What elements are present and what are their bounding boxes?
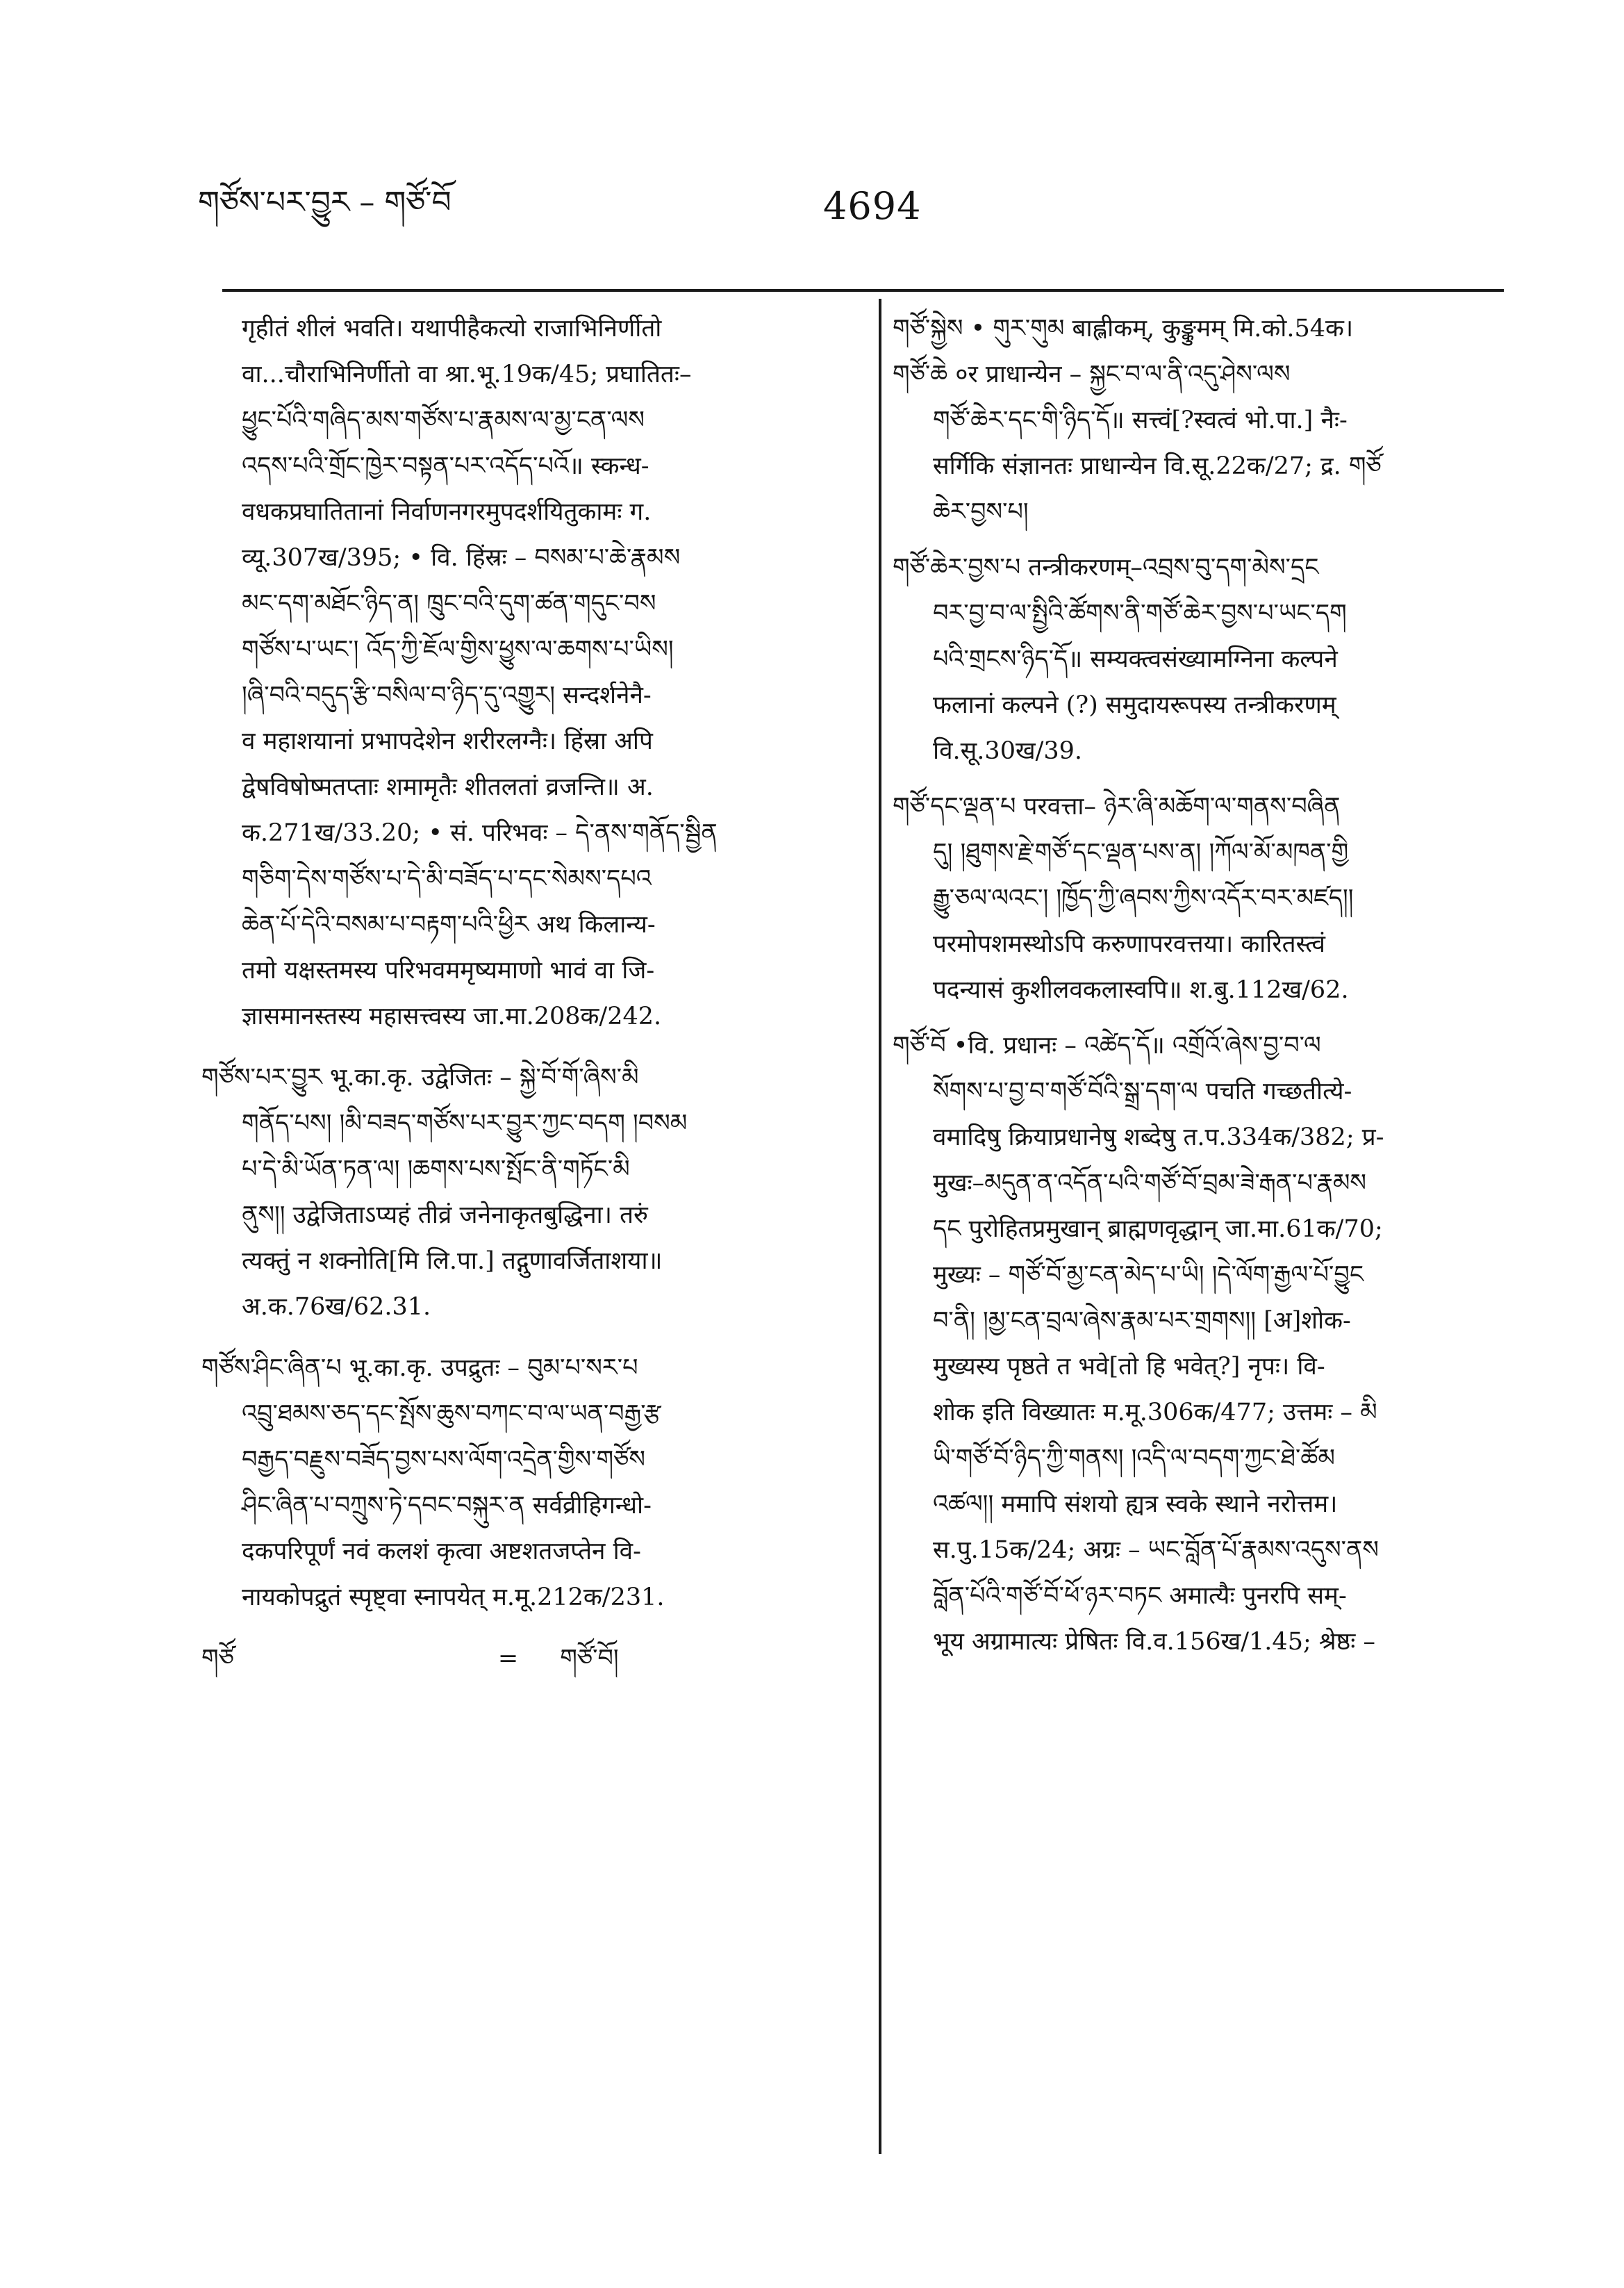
entry-line: ཆེར་བྱས་པ། xyxy=(933,498,1029,526)
entry-line: वमादिषु क्रियाप्रधानेषु शब्देषु त.प.334क/382; प्र- xyxy=(933,1124,1384,1151)
entry-line: གཅིག་དེས་གཙོས་པ་དེ་མི་བཟོད་པ་དང་སེམས་དཔའ xyxy=(242,865,652,893)
entry-line: मुख्यस्य पृष्ठते त भवे[तो हि भवेत्?] नृपः। वि- xyxy=(933,1353,1325,1381)
entry-line: མང་དག་མཐོང་ཉིད་ན། ཁྲུང་བའི་དུག་ཚན་གདུང་བས xyxy=(242,590,656,618)
entry-line: ནུས།། उद्वेजिताऽप्यहं तीव्रं जनेनाकृतबुद्धिना। तरुं xyxy=(242,1201,648,1229)
entry-line: अ.क.76ख/62.31. xyxy=(242,1293,431,1321)
entry-line: གཙོ་ཆེ ०र प्राधान्येन – སྐྱང་བ་ལ་ནི་འདུ་ཤེས་ལས xyxy=(893,361,1291,388)
xref-equals: = xyxy=(497,1645,519,1672)
entry-line: དུ། །ཐུགས་རྗེ་གཙོ་དང་ལྡན་པས་ན། །ཀོལ་མོ་མཁན་གྱི xyxy=(933,839,1349,866)
entry-line: གཙོ་ཆེར་དང་གི་ཉིད་དོ॥ सत्त्वं[?स्वत्वं भो.पा.] नैः- xyxy=(933,406,1348,434)
running-head: གཙོས་པར་བྱུར – གཙོ་བོ xyxy=(198,185,451,220)
entry-line: གཙོ་སྐྱེས • གུར་གུམ बाह्लीकम्, कुङ्कुमम् मि.को.54क। xyxy=(893,315,1354,343)
entry-line: པ་དེ་མི་ཡོན་ཏན་ལ། །ཆགས་པས་སྤོང་ནི་གཏོང་མི xyxy=(242,1155,630,1183)
dictionary-entry xyxy=(893,1023,1504,1665)
left-column xyxy=(201,306,858,1681)
entry-line: ཕྱུང་པོའི་གཞིད་མས་གཙོས་པ་རྣམས་ལ་མྱ་ངན་ལས xyxy=(242,406,645,434)
entry-line: वधकप्रघातितानां निर्वाणनगरमुपदर्शयितुकामः ग. xyxy=(242,498,652,526)
entry-line: मुखः–མདུན་ན་འདོན་པའི་གཙོ་བོ་བྲམ་ཟེ་རྒན་པ་རྣམས xyxy=(933,1169,1367,1197)
entry-line: བརྒྱད་བརྗུས་བཟོད་བྱས་པས་ལོག་འདྲེན་གྱིས་གཙོས xyxy=(242,1446,646,1474)
entry-line: གཙོ་བོ •वि. प्रधानः – འཚེད་དོ॥ འགྲོའོ་ཞེས་བྱ་བ་ལ xyxy=(893,1032,1321,1060)
entry-line: ज्ञासमानस्तस्य महासत्त्वस्य जा.मा.208क/242. xyxy=(242,1003,662,1030)
entry-line: བ་ནི། །མྱ་ངན་བྲལ་ཞེས་རྣམ་པར་གྲགས།། [अ]शोक- xyxy=(933,1307,1351,1335)
entry-line: འབྲུ་ཐམས་ཅད་དང་སྤོས་ཆུས་བཀང་བ་ལ་ཡན་བརྒྱ་རྩ xyxy=(242,1400,661,1428)
entry-line: मुख्यः – གཙོ་བོ་མྱ་ངན་མེད་པ་ཡི། །དེ་ལོག་རྒྱལ་པོ་བྱུང xyxy=(933,1261,1364,1289)
entry-line: क.271ख/33.20; • सं. परिभवः – དེ་ནས་གནོད་སྦྱིན xyxy=(242,819,718,847)
entry-line: वि.सू.30ख/39. xyxy=(933,737,1083,765)
entry-line: གཙོས་ཤིང་ཞིན་པ भू.का.कृ. उपद्रुतः – བུམ་པ་སར་པ xyxy=(201,1354,638,1382)
entry-line: दकपरिपूर्णं नवं कलशं कृत्वा अष्टशतजप्तेन वि- xyxy=(242,1538,641,1565)
entry-line: ཤིང་ཞིན་པ་བཀྲུས་ཏེ་དབང་བསྐུར་ན सर्वव्रीहिगन्धो- xyxy=(242,1492,652,1520)
entry-line: སོགས་པ་བྱ་བ་གཙོ་བོའི་སྒྲ་དག་ལ पचति गच्छतीत्ये- xyxy=(933,1078,1352,1105)
entry-line: པའི་གྲངས་ཉིད་དོ॥ सम्यक्त्वसंख्यामग्निना कल्पने xyxy=(933,645,1338,673)
entry-line: गृहीतं शीलं भवति। यथापीहैकत्यो राजाभिनिर्णीतो xyxy=(242,315,662,343)
entry-line: གཙོ་དང་ལྡན་པ परवत्ता– ཉེར་ཞི་མཆོག་ལ་གནས་བཞིན xyxy=(893,793,1341,821)
entry-line: शोक इति विख्यातः म.मू.306क/477; उत्तमः – མི xyxy=(933,1399,1377,1426)
entry-line: གཙོ་ཆེར་བྱས་པ तन्त्रीकरणम्–འབྲས་བུ་དག་མེས་དྲང xyxy=(893,554,1319,582)
xref-target: གཙོ་བོ། xyxy=(560,1645,619,1672)
entry-line: द्वेषविषोष्मतप्ताः शमामृतैः शीतलतां व्रजन्ति॥ अ. xyxy=(242,773,654,801)
entry-line: གནོད་པས། །མི་བཟད་གཙོས་པར་བྱུར་ཀྱང་བདག །བསམ xyxy=(242,1110,688,1137)
entry-line: དང पुरोहितप्रमुखान् ब्राह्मणवृद्धान् जा.मा.61क/70; xyxy=(933,1215,1383,1243)
dictionary-entry xyxy=(201,1345,858,1620)
column-divider xyxy=(879,299,881,2154)
entry-line: त्यक्तुं न शक्नोति[मि लि.पा.] तद्गुणावर्जिताशया॥ xyxy=(242,1247,663,1275)
entry-line: नायकोपद्रुतं स्पृष्ट्वा स्नापयेत् म.मू.212क/231. xyxy=(242,1583,665,1611)
xref-term: གཙོ xyxy=(201,1645,234,1672)
entry-line: རྒྱུ་ཅལ་ལའང་། །ཁྱོད་ཀྱི་ཞབས་ཀྱིས་འདོར་བར་མཛད།། xyxy=(933,884,1354,912)
entry-line: ཡི་གཙོ་བོ་ཉིད་ཀྱི་གནས། །འདི་ལ་བདག་ཀྱང་ཐེ་ཚོམ xyxy=(933,1445,1335,1472)
entry-line: सर्गिकि संज्ञानतः प्राधान्येन वि.सू.22क/27; द्र. གཙོ xyxy=(933,452,1382,480)
entry-line: འཚལ།། ममापि संशयो ह्यत्र स्वके स्थाने नरोत्तम। xyxy=(933,1490,1338,1518)
dictionary-entry xyxy=(201,1636,858,1681)
entry-line: स.पु.15क/24; अग्रः – ཡང་བློན་པོ་རྣམས་འདུས་ནས xyxy=(933,1536,1379,1564)
entry-line: परमोपशमस्थोऽपि करुणापरवत्तया। कारितस्त्वं xyxy=(933,930,1325,958)
entry-line: །ཞི་བའི་བདུད་རྩི་བསིལ་བ་ཉིད་དུ་འགྱུར། सन्दर्शनेनै- xyxy=(242,682,652,709)
dictionary-entry xyxy=(893,784,1504,1013)
entry-line: तमो यक्षस्तमस्य परिभवममृष्यमाणो भावं वा जि- xyxy=(242,957,655,985)
dictionary-entry xyxy=(201,1055,858,1330)
entry-line: འདས་པའི་གྲོང་ཁྱེར་བསྟན་པར་འདོད་པའོ॥ स्कन्ध- xyxy=(242,452,649,480)
entry-line: གཙོས་པ་ཡང་། འོད་ཀྱི་ཇོལ་གྱིས་ཕྱུས་ལ་ཆགས་པ་ཡིས། xyxy=(242,636,674,664)
entry-line: व्यू.307ख/395; • वि. हिंस्रः – བསམ་པ་ཆེ་རྣམས xyxy=(242,544,681,572)
dictionary-entry xyxy=(201,306,858,1039)
entry-line: བར་བྱ་བ་ལ་སྤྱིའི་ཚོགས་ནི་གཙོ་ཆེར་བྱས་པ་ཡང་དག xyxy=(933,600,1347,627)
entry-line: पदन्यासं कुशीलवकलास्वपि॥ श.बु.112ख/62. xyxy=(933,976,1349,1004)
entry-line: फलानां कल्पने (?) समुदायरूपस्य तन्त्रीकरणम् xyxy=(933,691,1336,719)
dictionary-entry xyxy=(893,306,1504,535)
right-column xyxy=(893,306,1504,1665)
dictionary-entry xyxy=(893,545,1504,774)
header-rule xyxy=(222,289,1504,292)
entry-line: व महाशयानां प्रभापदेशेन शरीरलग्नैः। हिंस्रा अपि xyxy=(242,727,653,755)
entry-line: བློན་པོའི་གཙོ་བོ་ཕོ་ཉར་བཏང अमात्यैः पुनरपि सम्- xyxy=(933,1582,1347,1610)
entry-line: གཙོས་པར་བྱུར भू.का.कृ. उद्वेजितः – སྐྱེ་བོ་གོ་ཞིས་མི xyxy=(201,1064,639,1092)
page-number: 4694 xyxy=(823,184,922,228)
entry-line: वा...चौराभिनिर्णीतो वा श्रा.भू.19क/45; प्रघातितः– xyxy=(242,361,692,388)
entry-line: ཆེན་པོ་དེའི་བསམ་པ་བརྟག་པའི་ཕྱིར अथ किलान्य- xyxy=(242,911,656,939)
entry-line: भूय अग्रामात्यः प्रेषितः वि.व.156ख/1.45; श्रेष्ठः – xyxy=(933,1628,1375,1656)
